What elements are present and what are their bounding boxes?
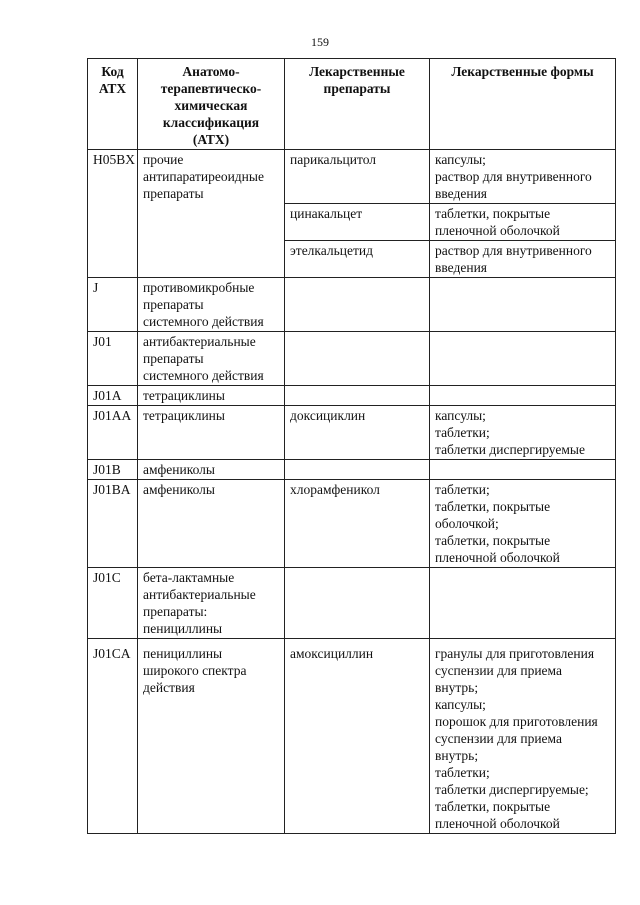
table-row <box>88 386 616 406</box>
drug-cell: парикальцитол <box>285 150 430 204</box>
code-cell: J01C <box>88 568 138 639</box>
atx-table <box>87 58 616 834</box>
drug-cell: этелкальцетид <box>285 241 430 278</box>
forms-cell: раствор для внутривенного введения <box>430 241 616 278</box>
class-cell: амфениколы <box>138 480 285 568</box>
table-row <box>88 568 616 639</box>
table-row <box>88 150 616 204</box>
class-cell: пенициллины широкого спектра действия <box>138 639 285 834</box>
class-cell: бета-лактамные антибактериальные препараты: пенициллины <box>138 568 285 639</box>
header-forms: Лекарственные формы <box>430 59 616 150</box>
forms-cell: таблетки, покрытые пленочной оболочкой <box>430 204 616 241</box>
drug-cell <box>285 386 430 406</box>
drug-cell: доксициклин <box>285 406 430 460</box>
drug-cell <box>285 568 430 639</box>
forms-cell <box>430 460 616 480</box>
table-row <box>88 460 616 480</box>
table-row <box>88 406 616 460</box>
code-cell: J01B <box>88 460 138 480</box>
header-code: Код АТХ <box>88 59 138 150</box>
table-row <box>88 278 616 332</box>
drug-cell <box>285 460 430 480</box>
code-cell: J01 <box>88 332 138 386</box>
forms-cell <box>430 278 616 332</box>
drug-cell: цинакальцет <box>285 204 430 241</box>
table-row <box>88 639 616 834</box>
table-row <box>88 332 616 386</box>
class-cell: противомикробные препараты системного действия <box>138 278 285 332</box>
code-cell: H05BX <box>88 150 138 278</box>
forms-cell <box>430 386 616 406</box>
class-cell: тетрациклины <box>138 406 285 460</box>
code-cell: J <box>88 278 138 332</box>
class-cell: антибактериальные препараты системного действия <box>138 332 285 386</box>
forms-cell: гранулы для приготовления суспензии для приема внутрь; капсулы; порошок для приготовления суспензии для приема внутрь; таблетки; таблетки диспергируемые; таблетки, покрытые пленочной оболочкой <box>430 639 616 834</box>
code-cell: J01A <box>88 386 138 406</box>
drug-cell <box>285 332 430 386</box>
drug-cell: хлорамфеникол <box>285 480 430 568</box>
drug-cell: амоксициллин <box>285 639 430 834</box>
forms-cell <box>430 332 616 386</box>
header-classification: Анатомо- терапевтическо- химическая классификация (АТХ) <box>138 59 285 150</box>
page-number: 159 <box>311 35 329 49</box>
forms-cell: таблетки; таблетки, покрытые оболочкой; таблетки, покрытые пленочной оболочкой <box>430 480 616 568</box>
header-drugs: Лекарственные препараты <box>285 59 430 150</box>
table-row <box>88 480 616 568</box>
forms-cell: капсулы; таблетки; таблетки диспергируемые <box>430 406 616 460</box>
code-cell: J01BA <box>88 480 138 568</box>
drug-cell <box>285 278 430 332</box>
forms-cell: капсулы; раствор для внутривенного введения <box>430 150 616 204</box>
class-cell: амфениколы <box>138 460 285 480</box>
header-row <box>88 59 616 150</box>
forms-cell <box>430 568 616 639</box>
code-cell: J01CA <box>88 639 138 834</box>
code-cell: J01AA <box>88 406 138 460</box>
class-cell: тетрациклины <box>138 386 285 406</box>
class-cell: прочие антипаратиреоидные препараты <box>138 150 285 278</box>
